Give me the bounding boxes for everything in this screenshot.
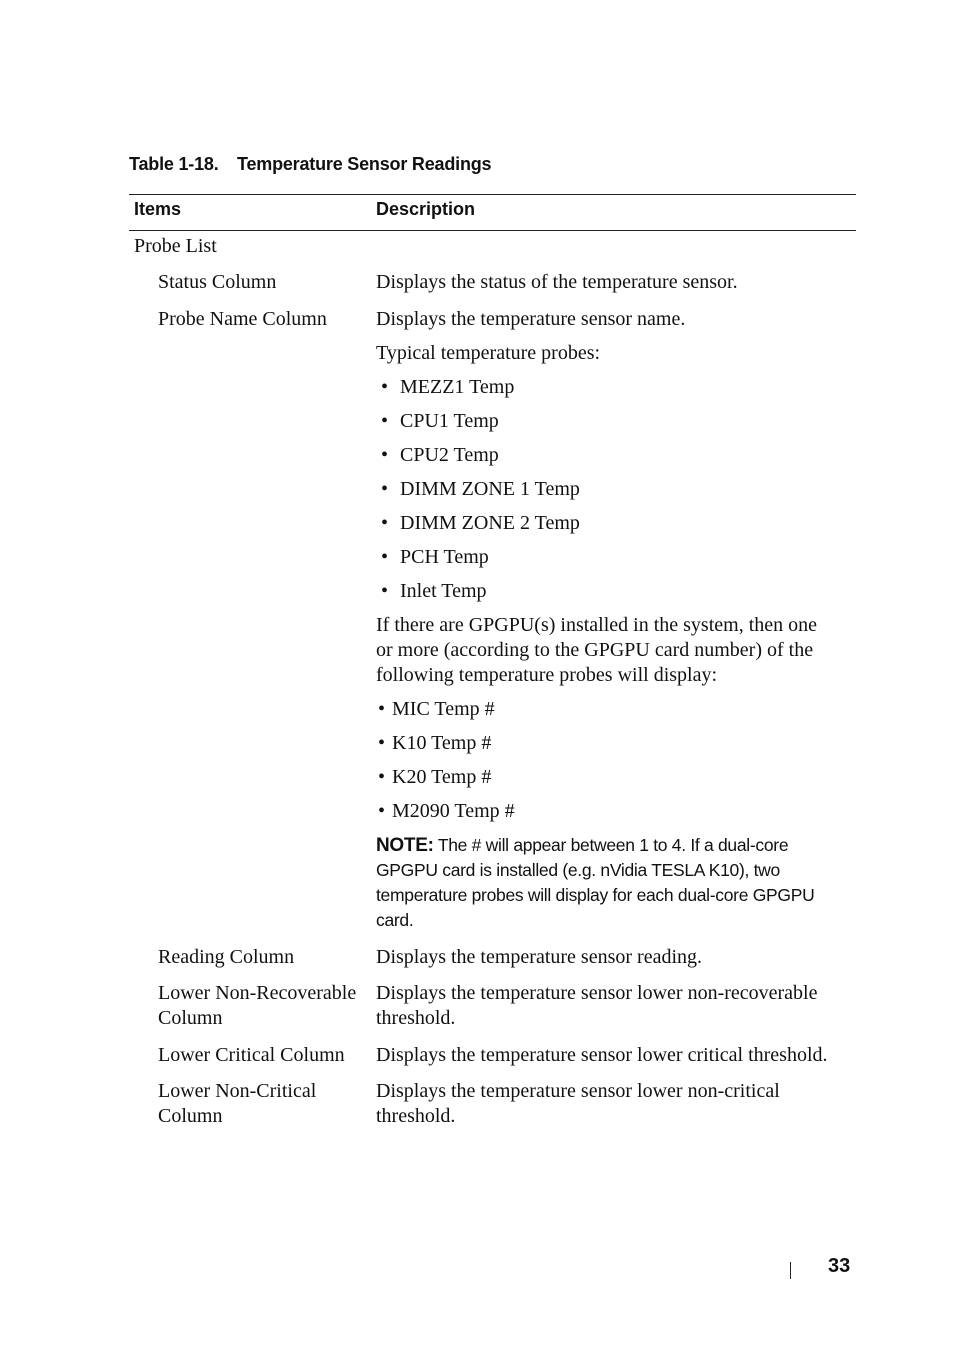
note-text-line: The # will appear between 1 to 4. If a dual-core [433, 835, 789, 855]
desc-lower-non-recoverable: Displays the temperature sensor lower non-recoverable [376, 982, 818, 1004]
bullet-icon: • [381, 546, 389, 568]
table-caption-number: Table 1-18. [129, 154, 219, 174]
list-item: CPU1 Temp [400, 410, 499, 432]
list-item: Inlet Temp [400, 580, 487, 602]
column-header-items: Items [134, 199, 182, 219]
note-text-line: card. [376, 910, 414, 930]
bullet-icon: • [381, 512, 389, 534]
item-probe-name-column: Probe Name Column [158, 308, 327, 330]
item-lower-non-recoverable: Column [158, 1007, 223, 1029]
column-header-description: Description [376, 199, 476, 219]
list-item: K20 Temp # [392, 766, 492, 788]
item-status-column: Status Column [158, 271, 277, 293]
item-lower-non-recoverable: Lower Non-Recoverable [158, 982, 357, 1004]
bullet-icon: • [378, 732, 386, 754]
desc-lower-non-critical: Displays the temperature sensor lower non-critical [376, 1080, 780, 1102]
group-label-probe-list: Probe List [134, 235, 217, 257]
gpgpu-paragraph-line: If there are GPGPU(s) installed in the system, then one [376, 614, 818, 636]
desc-status-column: Displays the status of the temperature sensor. [376, 271, 738, 293]
list-item: DIMM ZONE 1 Temp [400, 478, 580, 500]
typical-probes-intro: Typical temperature probes: [376, 342, 601, 364]
list-item: PCH Temp [400, 546, 489, 568]
list-item: DIMM ZONE 2 Temp [400, 512, 580, 534]
table-caption-title: Temperature Sensor Readings [237, 154, 492, 174]
item-lower-non-critical: Column [158, 1105, 223, 1127]
page-number-divider [790, 1262, 791, 1279]
bullet-icon: • [381, 376, 389, 398]
list-item: MIC Temp # [392, 698, 495, 720]
desc-lower-non-critical: threshold. [376, 1105, 456, 1127]
note-label: NOTE: [376, 835, 434, 856]
bullet-icon: • [378, 800, 386, 822]
page-number: 33 [828, 1255, 851, 1277]
bullet-icon: • [381, 580, 389, 602]
item-reading-column: Reading Column [158, 946, 295, 968]
list-item: K10 Temp # [392, 732, 492, 754]
desc-lower-non-recoverable: threshold. [376, 1007, 456, 1029]
desc-probe-name-column: Displays the temperature sensor name. [376, 308, 686, 330]
bullet-icon: • [378, 766, 386, 788]
bullet-icon: • [381, 444, 389, 466]
desc-reading-column: Displays the temperature sensor reading. [376, 946, 703, 968]
bullet-icon: • [381, 478, 389, 500]
item-lower-non-critical: Lower Non-Critical [158, 1080, 317, 1102]
list-item: M2090 Temp # [392, 800, 515, 822]
table-caption [129, 154, 491, 175]
desc-lower-critical: Displays the temperature sensor lower critical threshold. [376, 1044, 828, 1066]
table-header-rule [129, 230, 856, 231]
bullet-icon: • [381, 410, 389, 432]
bullet-icon: • [378, 698, 386, 720]
note-block [376, 833, 856, 933]
table-top-rule [129, 194, 856, 195]
gpgpu-paragraph-line: or more (according to the GPGPU card number) of the [376, 639, 814, 661]
note-text-line: GPGPU card is installed (e.g. nVidia TESLA K10), two [376, 860, 780, 880]
list-item: MEZZ1 Temp [400, 376, 515, 398]
note-text-line: temperature probes will display for each dual-core GPGPU [376, 885, 815, 905]
item-lower-critical: Lower Critical Column [158, 1044, 345, 1066]
list-item: CPU2 Temp [400, 444, 499, 466]
gpgpu-paragraph-line: following temperature probes will display: [376, 664, 718, 686]
